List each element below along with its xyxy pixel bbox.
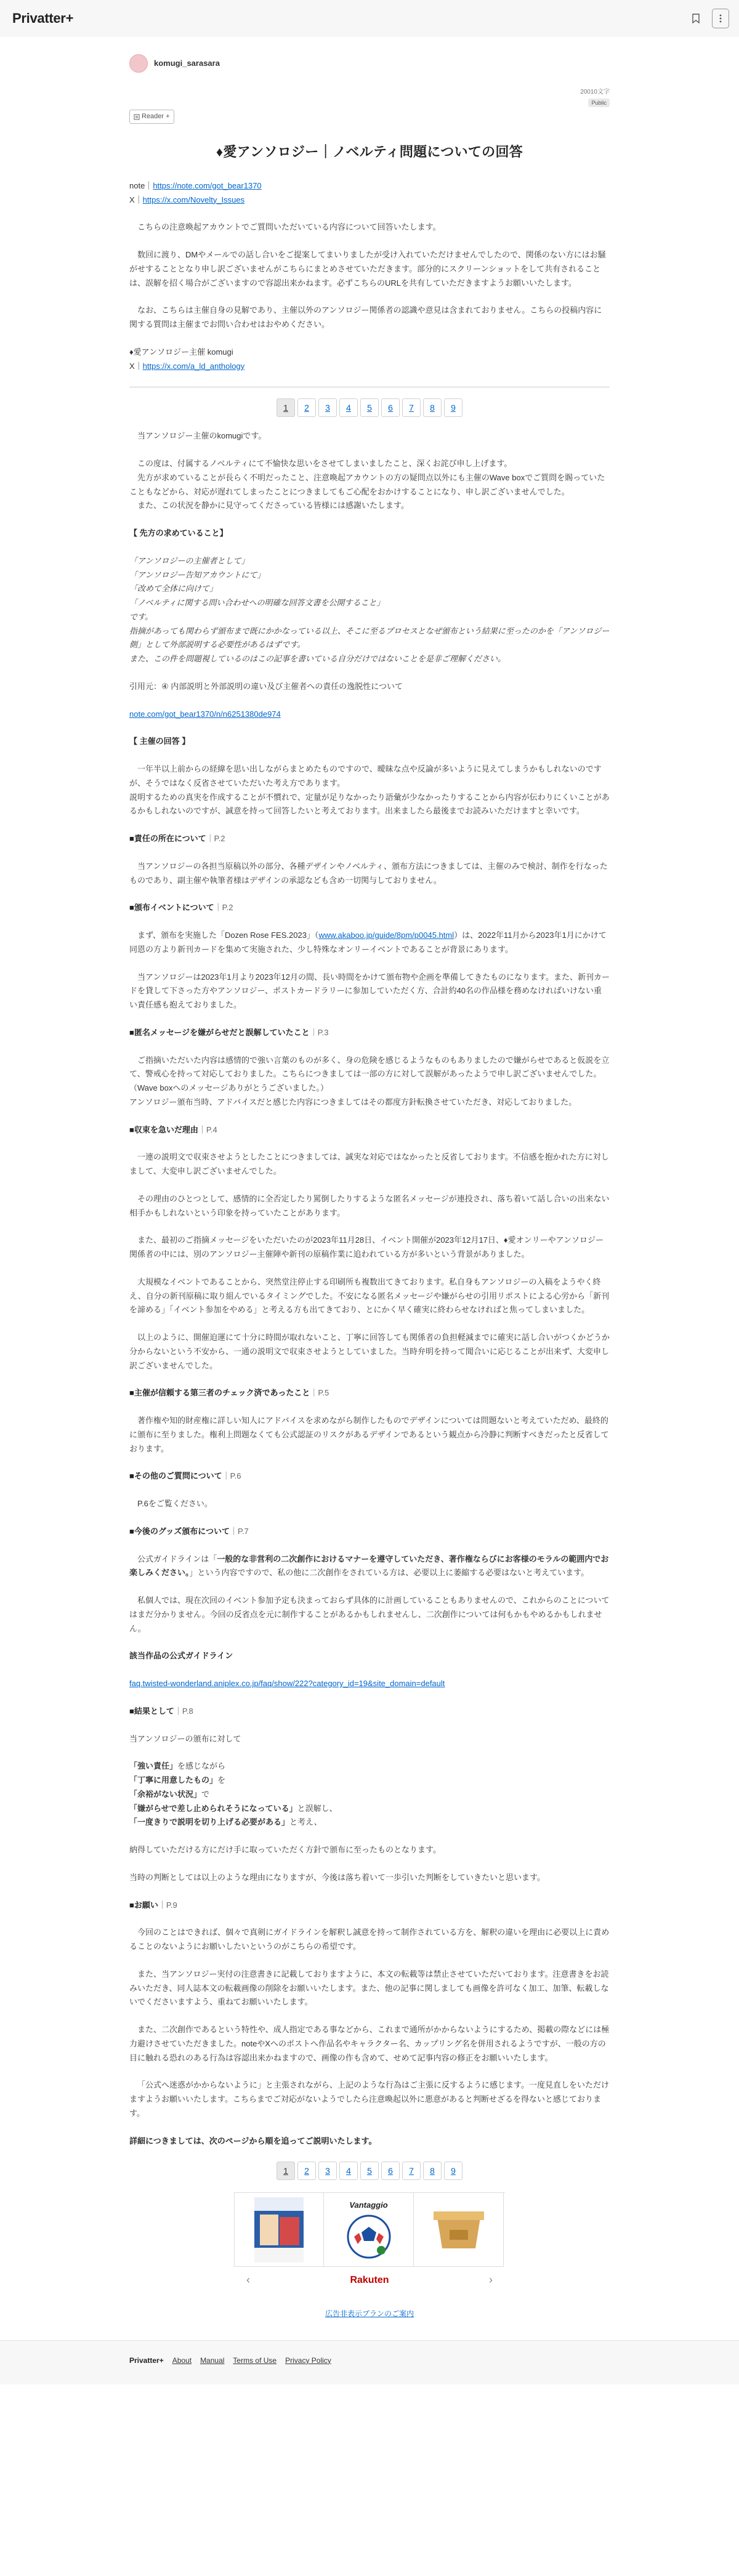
apology-line: この度は、付属するノベルティにて不愉快な思いをさせてしまいましたこと、深くお詫び申し上げます。	[137, 459, 512, 469]
avatar[interactable]	[129, 54, 148, 73]
demands-heading: 【 先方の求めていること】	[129, 528, 228, 538]
pagination-top	[129, 398, 610, 417]
page-5[interactable]: 5	[360, 2162, 379, 2180]
site-logo[interactable]: Privatter+	[12, 10, 74, 26]
page-6[interactable]: 6	[381, 2162, 400, 2180]
guideline-link[interactable]: faq.twisted-wonderland.aniplex.co.jp/faq/show/222?category_id=19&site_domain=default	[129, 1679, 445, 1689]
closing-line: 詳細につきましては、次のページから順を追ってご説明いたします。	[129, 2136, 377, 2146]
pagination-bottom	[129, 2162, 610, 2180]
section-text: 以上のように、開催迫運にて十分に時間が取れないこと、丁寧に回答しても関係者の負担軽減までに確実に話し合いがつくかどうか分からないという不安から、一通の説明文で収束させようとしていました。当時弁明を持って聞合いに応じることが出来ず、大変申し訳ございませんでした。	[129, 1333, 610, 1370]
section-text: 当アンソロジーは2023年1月より2023年12月の間、長い時間をかけて頒布物や企画を準備してきたものになります。また、新刊カードを貸して下さった方やアンソロジー、ポストカードラリーに参加していただく方、合計約40名の作品様を務めなければいけない重い責任感も抱えておりました。	[129, 972, 610, 1010]
demand-line: 指摘があっても関わらず頒布まで既にかかなっている以上、そこに至るプロセスとなぜ頒布という結果に至ったのかを「アンソロジー側」として外部説明する必要性があるはずです。	[129, 626, 610, 650]
footer-logo[interactable]: Privatter+	[129, 2356, 164, 2365]
page-9[interactable]: 9	[444, 2162, 462, 2180]
section-text: 大規模なイベントであることから、突然堂注停止する印刷所も複数出てきております。私自身もアンソロジーの入稿をようやく終え、自分の新刊原稿に取り組んでいるタイミングでした。不安になる匿名メッセージや嫌がらせの引用リポストによる心労から「新刊を諦める」「イベント参加をやめる」と考える方も出てきており、とにかく早く確実に終わらせなければと焦ってしまいました。	[129, 1277, 610, 1315]
organizer-line: ♦愛アンソロジー主催 komugi	[129, 347, 233, 357]
answer-text: 一年半以上前からの経緯を思い出しながらまとめたものですので、曖昧な点や反論が多いように見えてしまうかもしれないのですが、そうではなく反省させていただいた考え方であります。 説明するための真実を作成することが不慣れで、定量が足りなかったり語彙が少なかったりすることから内容が伝わりにくいことがあるかもしれないのですが、誠意を持って回答したいと考えております。出来ましたら最後までお読みいただけますと幸いです。	[129, 764, 610, 816]
organizer-x-link[interactable]: https://x.com/a_ld_anthology	[142, 361, 245, 371]
ad-brand[interactable]: Rakuten	[350, 2275, 389, 2286]
reader-icon	[134, 114, 140, 120]
article-container	[129, 37, 610, 2320]
page-3[interactable]: 3	[318, 2162, 337, 2180]
page-7[interactable]: 7	[402, 2162, 421, 2180]
answer-heading: 【 主催の回答 】	[129, 737, 190, 746]
section-page: ｜P.5	[310, 1388, 329, 1398]
visibility-badge: Public	[588, 99, 610, 107]
page-8[interactable]: 8	[423, 2162, 442, 2180]
result-key: 「一度きりで説明を切り上げる必要がある」	[129, 1817, 290, 1827]
page-5[interactable]: 5	[360, 398, 379, 417]
ad-item-soccer-ball[interactable]	[324, 2193, 414, 2267]
section-page: ｜P.9	[158, 1900, 177, 1910]
page-1[interactable]: 1	[277, 2162, 295, 2180]
result-suffix: で	[201, 1789, 210, 1799]
demand-line: また、この件を問題視しているのはこの記事を書いている自分だけではないことを是非ご理解ください。	[129, 654, 506, 664]
section-title: ■その他のご質問について	[129, 1471, 222, 1481]
section-text: その理由のひとつとして、感情的に全否定したり罵倒したりするような匿名メッセージが連投され、落ち着いて話し合いの出来ない相手かもしれないという印象を持っていたことがあります。	[129, 1193, 610, 1217]
guideline-title: 該当作品の公式ガイドライン	[129, 1651, 233, 1661]
page-title: ♦愛アンソロジー｜ノベルティ問題についての回答	[216, 144, 523, 160]
page-4[interactable]: 4	[339, 398, 358, 417]
page-2[interactable]: 2	[297, 398, 316, 417]
demand-line: 「アンソロジー告知アカウントにて」	[129, 570, 265, 579]
ad-ball-label: Vantaggio	[349, 2200, 388, 2210]
result-key: 「嫌がらせで差し止められそうになっている」	[129, 1803, 297, 1813]
footer-terms[interactable]: Terms of Use	[233, 2356, 277, 2365]
result-suffix: を	[217, 1775, 226, 1785]
page-9[interactable]: 9	[444, 398, 462, 417]
ad-item-magazine[interactable]	[234, 2193, 324, 2267]
menu-icon[interactable]	[712, 9, 729, 28]
result-intro: 当アンソロジーの頒布に対して	[129, 1734, 241, 1743]
section-text: 今回のことはできれば、個々で真剣にガイドラインを解釈し誠意を持って制作されている方を、解釈の違いを理由に必要以上に責めることのないようにお願いしたいというのがこちらの希望です。	[129, 1928, 610, 1952]
top-actions	[687, 9, 729, 28]
author-row	[129, 37, 610, 106]
page-6[interactable]: 6	[381, 398, 400, 417]
section-page: ｜P.2	[206, 834, 225, 844]
section-title: ■責任の所在について	[129, 834, 206, 844]
reader-label: Reader	[142, 113, 164, 120]
note-link[interactable]: https://note.com/got_bear1370	[153, 180, 262, 190]
page-3[interactable]: 3	[318, 398, 337, 417]
section-title: ■収束を急いだ理由	[129, 1124, 198, 1134]
char-count: 20010文字	[580, 89, 610, 95]
section-other	[129, 1469, 610, 1484]
top-bar	[0, 0, 739, 37]
result-suffix: と考え、	[289, 1817, 322, 1827]
page-7[interactable]: 7	[402, 398, 421, 417]
section-text: 「公式へ迷惑がかからないように」と主張されながら、上記のような行為はご主張に反するように感じます。一度見直しをいただけますようお願いいたします。こちらまでご対応がないようでしたら注意喚起以外に悪意があると判断せざるを得ないと感じております。	[129, 2080, 609, 2118]
result-suffix: を感じながら	[177, 1761, 226, 1771]
section-title: ■頒布イベントについて	[129, 903, 214, 913]
section-text: 当時の判断としては以上のような理由になりますが、今後は落ち着いて一歩引いた判断をしていきたいと思います。	[129, 1872, 545, 1882]
result-suffix: と誤解し、	[297, 1803, 337, 1813]
site-footer	[0, 2340, 739, 2384]
section-text: 一連の説明文で収束させようとしたことにつきましては、誠実な対応ではなかったと反省しております。不信感を抱かれた方に対しまして、大変申し訳ございませんでした。	[129, 1152, 609, 1176]
guideline-bold: 一般的な非営利の二次創作におけるマナーを遵守していただき、著作権ならびにお客様のモラルの範囲内でお楽しみください。	[129, 1554, 609, 1578]
section-page: ｜P.8	[174, 1706, 193, 1716]
demand-line: 「改めて全体に向けて」	[129, 584, 218, 594]
section-page: ｜P.6	[222, 1471, 241, 1481]
section-text: 著作権や知的財産権に詳しい知人にアドバイスを求めながら制作したものでデザインについては問題ないと考えていただめ、最終的に頒布に至りました。権利上問題なくても公式認証のリスクがあるデザインであるという観点から冷静に判断すべきだったと反省しております。	[129, 1416, 609, 1453]
guideline-pre: 公式ガイドラインは「	[137, 1554, 217, 1564]
result-key: 「強い責任」	[129, 1761, 178, 1771]
section-text	[129, 929, 610, 957]
section-anonymous	[129, 1026, 610, 1040]
event-link[interactable]: www.akaboo.jp/guide/8pm/p0045.html	[318, 931, 454, 940]
post-meta	[580, 87, 610, 108]
ad-banner	[234, 2192, 505, 2294]
section-page: ｜P.4	[198, 1124, 217, 1134]
section-title: ■結果として	[129, 1706, 174, 1716]
result-key: 「丁寧に用意したもの」	[129, 1775, 218, 1785]
page-2[interactable]: 2	[297, 2162, 316, 2180]
demand-line: です。	[129, 612, 153, 621]
section-text: また、当アンソロジー実付の注意書きに記載しておりますように、本文の転載等は禁止させていただいております。注意書きをお読みいただき、同人誌本文の転載画像の削除をお願いいたします。また、他の記事に関しましても画像を許可なく加工、加筆、転載しないでくださいますよう、重ねてお願いいたします。	[129, 1969, 609, 2007]
page-1[interactable]: 1	[277, 398, 295, 417]
article-body	[129, 429, 610, 2148]
footer-manual[interactable]: Manual	[200, 2356, 225, 2365]
ad-prev-icon[interactable]: ‹	[246, 2274, 250, 2287]
section-text: また、二次創作であるという特性や、成人指定である事などから、これまで通所がかからないようにするため、掲載の際などには極力避けさせていただきました。noteやXへのポストへ作品名やキャラクター名、カップリング名を併用されるようですが、一般の方の目に触れる恐れのある行為は容認出来かねますので、画像の作も含めて、せめて記事内容の修正をお願いいたします。	[129, 2025, 610, 2062]
section-text	[129, 1552, 610, 1581]
result-key: 「余裕がない状況」	[129, 1789, 202, 1799]
section-result	[129, 1705, 610, 1719]
intro-p1: こちらの注意喚起アカウントでご質問いただいている内容について回答いたします。	[137, 222, 441, 232]
intro-p3: なお、こちらは主催自身の見解であり、主催以外のアンソロジー関係者の認識や意見は含まれておりません。こちらの投稿内容に関する質問は主催までお問い合わせはおやめください。	[129, 305, 602, 329]
reader-button[interactable]	[129, 110, 174, 124]
quote-source: 引用元：④ 内部説明と外部説明の違い及び主催者への責任の逸脱性について	[129, 681, 403, 691]
section-third-party	[129, 1386, 610, 1400]
section-title: ■匿名メッセージを嫌がらせだと誤解していたこと	[129, 1027, 310, 1037]
section-page: ｜P.2	[214, 903, 233, 913]
greeting: 当アンソロジー主催のkomugiです。	[137, 431, 267, 441]
result-points	[129, 1759, 610, 1830]
note-label: note｜	[129, 180, 153, 190]
ad-next-icon[interactable]: ›	[489, 2274, 493, 2287]
plus-icon: +	[166, 113, 170, 120]
demand-line: 「ノベルティに関する問い合わせへの明確な回答文書を公開すること」	[129, 598, 385, 608]
event-text-b: ）は、2022年11月から2023年1月にかけて同恩の方より新刊カードを集めて実施された、少し特殊なオンリーイベントであることが背景にあります。	[129, 931, 607, 954]
ad-item-wooden-box[interactable]	[414, 2193, 504, 2267]
x-link[interactable]: https://x.com/Novelty_Issues	[142, 195, 245, 204]
section-future	[129, 1525, 610, 1539]
guideline-post: 」という内容ですので、私の他に二次創作をされている方は、必要以上に萎縮する必要はないと考えています。	[189, 1568, 589, 1578]
section-event	[129, 901, 610, 915]
x-label: X｜	[129, 195, 143, 204]
section-title: ■主催が信頼する第三者のチェック済であったこと	[129, 1388, 310, 1398]
ad-free-plan-link[interactable]: 広告非表示プランのご案内	[325, 2309, 414, 2318]
section-text: P.6をご覧ください。	[137, 1499, 212, 1509]
intro	[129, 179, 610, 374]
section-page: ｜P.3	[309, 1027, 329, 1037]
section-title: ■お願い	[129, 1900, 158, 1910]
section-text: また、最初のご指摘メッセージをいただいたのが2023年11月28日、イベント開催が2023年12月17日、♦愛オンリーやアンソロジー関係者の中には、別のアンソロジー主催陣や新刊の原稿作業に追われている方が多いという背景がありました。	[129, 1235, 604, 1259]
page-4[interactable]: 4	[339, 2162, 358, 2180]
event-text-a: まず、頒布を実施した「Dozen Rose FES.2023」（	[137, 931, 319, 940]
section-title: ■今後のグッズ頒布について	[129, 1526, 230, 1536]
apology-line: 先方が求めていることが長らく不明だったこと、注意喚起アカウントの方の疑問点以外にも主催のWave boxでご質問を賜っていたこともなどから、対応が遅れてしまったことにつきましてもご心配をおかけすることになり、申し訳ございませんでした。	[129, 472, 605, 496]
demands-quote	[129, 554, 610, 666]
apology-line: また、この状況を静かに見守ってくださっている皆様には感謝いたします。	[137, 501, 409, 511]
quote-link[interactable]: note.com/got_bear1370/n/n6251380de974	[129, 709, 281, 719]
intro-p2: 数回に渡り、DMやメールでの話し合いをご提案してまいりましたが受け入れていただけませんでしたので、関係のない方にはお騒がせすることとなり申し訳ございませんがこちらにまとめさせていただきます。部分的にスクリーンショットをして共有されることは、誤解を招く場合がございますので容認出来かねます。必ずこちらのURLを共有していただきますようお願いいたします。	[129, 250, 606, 288]
footer-privacy[interactable]: Privacy Policy	[285, 2356, 331, 2365]
section-text: 納得していただける方にだけ手に取っていただく方針で頒布に至ったものとなります。	[129, 1845, 441, 1855]
section-request	[129, 1899, 610, 1913]
footer-about[interactable]: About	[172, 2356, 192, 2365]
section-page: ｜P.7	[229, 1526, 249, 1536]
page-8[interactable]: 8	[423, 398, 442, 417]
author[interactable]	[129, 54, 610, 73]
section-text: 当アンソロジーの各担当原稿以外の部分、各種デザインやノベルティ、頒布方法につきましては、主催のみで検討、制作を行なったものであり、副主催や執筆者様はデザインの承認なども含め一切関与しておりません。	[129, 861, 608, 885]
bookmark-icon[interactable]	[687, 9, 705, 28]
section-responsibility	[129, 832, 610, 846]
section-text: 私個人では、現在次回のイベント参加予定も決まっておらず具体的に計画していることもありませんので、これからのことについてはまだ分かりません。今回の反省点を元に制作することがあるかもしれませんし、二次創作については何もかもやめるかもしれません。	[129, 1596, 610, 1633]
organizer-x-label: X｜	[129, 361, 143, 371]
section-rush	[129, 1123, 610, 1137]
section-text: ご指摘いただいた内容は感情的で強い言葉のものが多く、身の危険を感じるようなものもありましたので嫌がらせであると仮説を立て、警戒心を持って対応しておりました。こちらにつきましては一部の方に対して誤解があったようで申し訳ございませんでした。（Wave boxへのメッセージありがとうございました。） アンソロジー頒布当時、アドバイスだと感じた内容につきましてはその都度方針転換させていただき、対応しておりました。	[129, 1055, 610, 1107]
author-name[interactable]: komugi_sarasara	[154, 58, 220, 68]
demand-line: 「アンソロジーの主催者として」	[129, 555, 249, 565]
